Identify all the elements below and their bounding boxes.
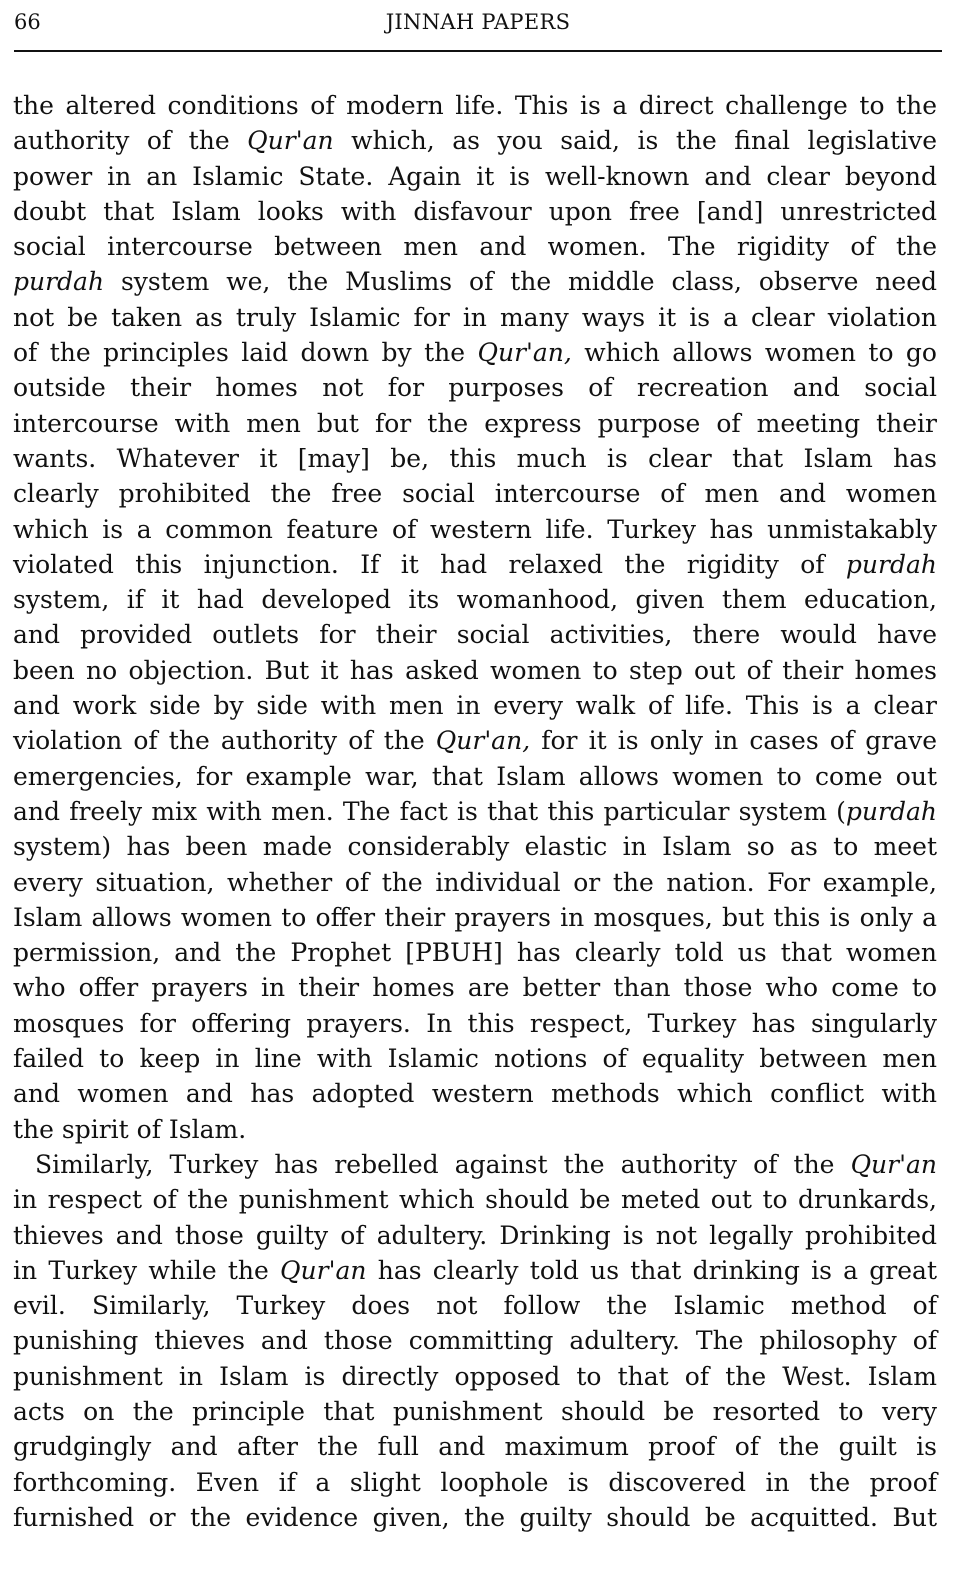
text-line <box>13 794 937 829</box>
text-line <box>13 1359 937 1394</box>
text-line <box>13 264 937 299</box>
text-line <box>13 123 937 158</box>
text-line <box>13 970 937 1005</box>
text-run: forthcoming. Even if a slight loophole is discovered in the proof <box>13 1467 937 1497</box>
paragraph <box>13 88 937 1147</box>
text-run: mosques for offering prayers. In this respect, Turkey has singularly <box>13 1008 937 1038</box>
text-run: social intercourse between men and women. The rigidity of the <box>13 232 937 262</box>
text-run: of the principles laid down by the <box>13 338 478 368</box>
text-run: permission, and the Prophet [PBUH] has clearly told us that women <box>13 938 937 968</box>
text-run: and work side by side with men in every walk of life. This is a clear <box>13 691 937 721</box>
text-line <box>13 1253 937 1288</box>
italic-term: Qur'an <box>247 126 334 156</box>
italic-term: Qur'an <box>280 1255 367 1285</box>
text-line <box>13 1041 937 1076</box>
text-run: furnished or the evidence given, the guilty should be acquitted. But <box>13 1502 937 1532</box>
text-line <box>13 935 937 970</box>
running-head: JINNAH PAPERS <box>385 10 571 34</box>
text-line <box>13 723 937 758</box>
text-run: violation of the authority of the <box>13 726 436 756</box>
text-run: system, if it had developed its womanhood, given them education, <box>13 585 937 615</box>
text-line <box>13 617 937 652</box>
text-run: failed to keep in line with Islamic notions of equality between men <box>13 1044 937 1074</box>
text-line <box>13 406 937 441</box>
text-run: Islam allows women to offer their prayers in mosques, but this is only a <box>13 902 937 932</box>
text-run: and provided outlets for their social activities, there would have <box>13 620 937 650</box>
text-line <box>13 370 937 405</box>
text-run: has clearly told us that drinking is a great <box>366 1255 938 1285</box>
text-run: thieves and those guilty of adultery. Drinking is not legally prohibited <box>13 1220 937 1250</box>
text-line <box>13 1006 937 1041</box>
italic-term: purdah <box>13 267 105 297</box>
text-run: system) has been made considerably elastic in Islam so as to meet <box>13 832 937 862</box>
text-line <box>13 829 937 864</box>
text-line <box>13 759 937 794</box>
text-line <box>13 1465 937 1500</box>
text-run: clearly prohibited the free social intercourse of men and women <box>13 479 937 509</box>
text-line <box>13 688 937 723</box>
text-run: which, as you said, is the final legislative <box>333 126 937 156</box>
text-line <box>13 582 937 617</box>
text-run: the altered conditions of modern life. This is a direct challenge to the <box>13 91 937 120</box>
text-run: which allows women to go <box>571 338 937 368</box>
text-run: intercourse with men but for the express purpose of meeting their <box>13 408 937 438</box>
text-run: wants. Whatever it [may] be, this much is clear that Islam has <box>13 443 937 473</box>
text-line <box>13 194 937 229</box>
text-line <box>13 1147 937 1182</box>
text-run: system we, the Muslims of the middle class, observe need <box>104 267 937 297</box>
paragraph <box>13 1147 937 1535</box>
text-line <box>13 865 937 900</box>
text-run: Similarly, Turkey has rebelled against the authority of the <box>35 1149 851 1179</box>
text-line <box>13 653 937 688</box>
text-line <box>13 900 937 935</box>
text-run: acts on the principle that punishment should be resorted to very <box>13 1396 937 1426</box>
text-line <box>13 1076 937 1111</box>
text-run: emergencies, for example war, that Islam allows women to come out <box>13 761 937 791</box>
page-number: 66 <box>14 10 41 34</box>
text-run: every situation, whether of the individual or the nation. For example, <box>13 867 937 897</box>
text-line <box>13 335 937 370</box>
text-run: punishment in Islam is directly opposed to that of the West. Islam <box>13 1361 937 1391</box>
text-run: punishing thieves and those committing adultery. The philosophy of <box>13 1326 937 1356</box>
text-run: in respect of the punishment which should be meted out to drunkards, <box>13 1185 937 1215</box>
text-line <box>13 300 937 335</box>
text-run: and freely mix with men. The fact is that this particular system ( <box>13 796 846 826</box>
text-run: which is a common feature of western life. Turkey has unmistakably <box>13 514 937 544</box>
text-run: outside their homes not for purposes of recreation and social <box>13 373 937 403</box>
header-rule <box>14 50 942 52</box>
text-run: doubt that Islam looks with disfavour upon free [and] unrestricted <box>13 196 937 226</box>
text-run: power in an Islamic State. Again it is well-known and clear beyond <box>13 161 937 191</box>
text-line <box>13 1182 937 1217</box>
italic-term: purdah <box>845 796 937 826</box>
text-run: for it is only in cases of grave <box>530 726 937 756</box>
italic-term: Qur'an, <box>435 726 531 756</box>
text-run: who offer prayers in their homes are better than those who come to <box>13 973 937 1003</box>
italic-term: Qur'an, <box>477 338 572 368</box>
text-line <box>13 1112 937 1147</box>
text-line <box>13 476 937 511</box>
text-line <box>13 1394 937 1429</box>
text-line <box>13 1288 937 1323</box>
text-line <box>13 229 937 264</box>
text-run: violated this injunction. If it had relaxed the rigidity of <box>13 549 846 579</box>
text-line <box>13 512 937 547</box>
text-run: authority of the <box>13 126 248 156</box>
text-run: and women and has adopted western methods which conflict with <box>13 1079 937 1109</box>
text-run: in Turkey while the <box>13 1255 281 1285</box>
text-run: not be taken as truly Islamic for in many ways it is a clear violation <box>13 302 937 332</box>
text-line <box>13 159 937 194</box>
page-header <box>14 8 942 48</box>
text-run: grudgingly and after the full and maximum proof of the guilt is <box>13 1432 937 1462</box>
text-line <box>13 1429 937 1464</box>
text-run: the spirit of Islam. <box>13 1114 247 1144</box>
body-text <box>13 88 937 1535</box>
italic-term: purdah <box>845 549 937 579</box>
text-run: evil. Similarly, Turkey does not follow the Islamic method of <box>13 1291 937 1321</box>
text-line <box>13 547 937 582</box>
text-line <box>13 1323 937 1358</box>
text-line <box>13 441 937 476</box>
italic-term: Qur'an <box>850 1149 937 1179</box>
text-run: been no objection. But it has asked women to step out of their homes <box>13 655 937 685</box>
text-line <box>13 88 937 123</box>
text-line <box>13 1500 937 1535</box>
text-line <box>13 1218 937 1253</box>
